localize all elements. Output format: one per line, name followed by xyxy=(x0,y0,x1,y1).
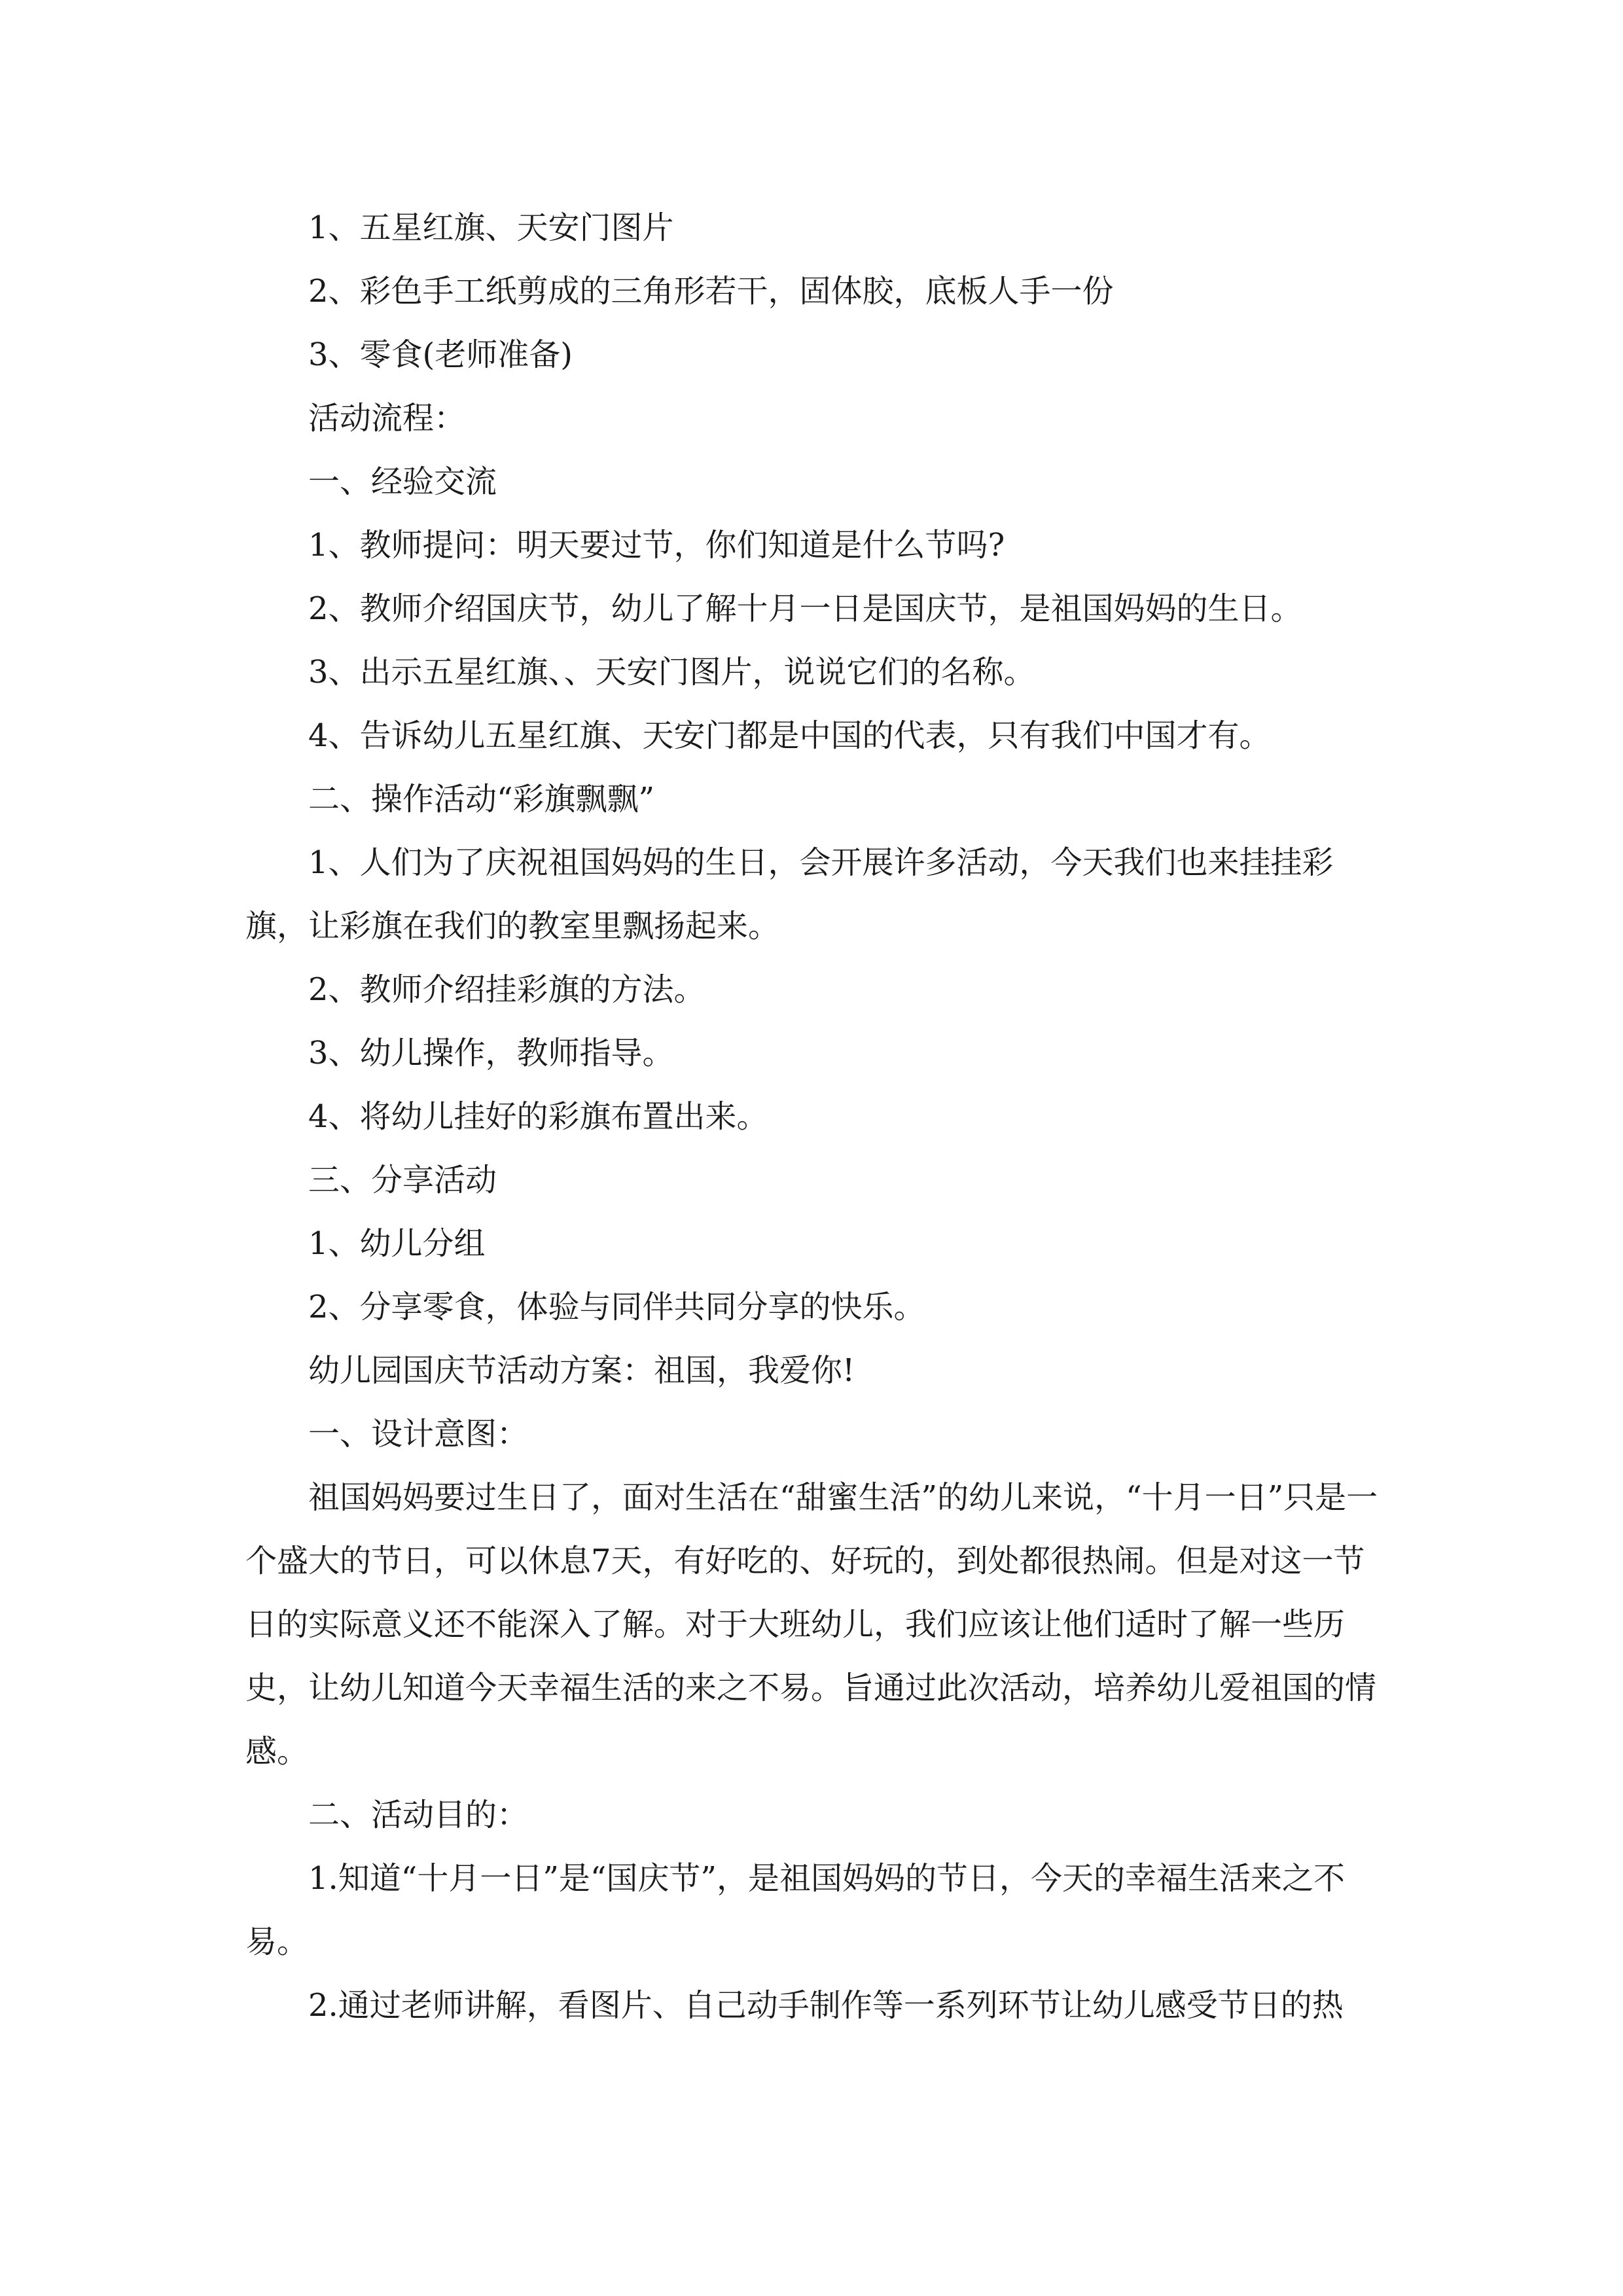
list-item-material-1: 1、五星红旗、天安门图片 xyxy=(308,209,674,246)
list-item-step: 1、人们为了庆祝祖国妈妈的生日，会开展许多活动，今天我们也来挂挂彩旗，让彩旗在我们的教室里飘扬起来。 xyxy=(245,844,1334,944)
list-item-goal: 2.通过老师讲解，看图片、自己动手制作等一系列环节让幼儿感受节日的热 xyxy=(308,1987,1344,2024)
list-item-material-2: 2、彩色手工纸剪成的三角形若干，固体胶，底板人手一份 xyxy=(308,273,1114,310)
list-item-step: 1、教师提问：明天要过节，你们知道是什么节吗? xyxy=(308,527,1005,564)
list-item-step: 2、教师介绍挂彩旗的方法。 xyxy=(308,971,705,1008)
section-heading-activity-goals: 二、活动目的： xyxy=(308,1797,529,1833)
list-item-step: 3、出示五星红旗、、天安门图片，说说它们的名称。 xyxy=(308,654,1035,691)
list-item-step: 3、幼儿操作，教师指导。 xyxy=(308,1035,674,1071)
document-body xyxy=(245,196,1381,2037)
section-heading-sharing-activity: 三、分享活动 xyxy=(308,1162,497,1198)
list-item-step: 1、幼儿分组 xyxy=(308,1225,486,1262)
list-item-goal: 1.知道“十月一日”是“国庆节”，是祖国妈妈的节日，今天的幸福生活来之不易。 xyxy=(245,1860,1345,1960)
section-heading-activity-flow: 活动流程： xyxy=(308,400,466,437)
list-item-step: 2、分享零食，体验与同伴共同分享的快乐。 xyxy=(308,1289,925,1325)
body-paragraph: 祖国妈妈要过生日了，面对生活在“甜蜜生活”的幼儿来说，“十月一日”只是一个盛大的节日，可以休息7天，有好吃的、好玩的，到处都很热闹。但是对这一节日的实际意义还不能深入了解。对于大班幼儿，我们应该让他们适时了解一些历史，让幼儿知道今天幸福生活的来之不易。旨通过此次活动，培养幼儿爱祖国的情感。 xyxy=(245,1479,1378,1770)
section-heading-design-intent: 一、设计意图： xyxy=(308,1416,529,1452)
list-item-step: 4、将幼儿挂好的彩旗布置出来。 xyxy=(308,1098,768,1135)
list-item-step: 2、教师介绍国庆节，幼儿了解十月一日是国庆节，是祖国妈妈的生日。 xyxy=(308,590,1302,627)
section-heading-operation-activity: 二、操作活动“彩旗飘飘” xyxy=(308,781,655,817)
plan-title: 幼儿园国庆节活动方案：祖国，我爱你! xyxy=(308,1352,855,1389)
section-heading-experience-exchange: 一、经验交流 xyxy=(308,463,497,500)
list-item-material-3: 3、零食(老师准备) xyxy=(308,336,573,373)
list-item-step: 4、告诉幼儿五星红旗、天安门都是中国的代表，只有我们中国才有。 xyxy=(308,717,1271,754)
